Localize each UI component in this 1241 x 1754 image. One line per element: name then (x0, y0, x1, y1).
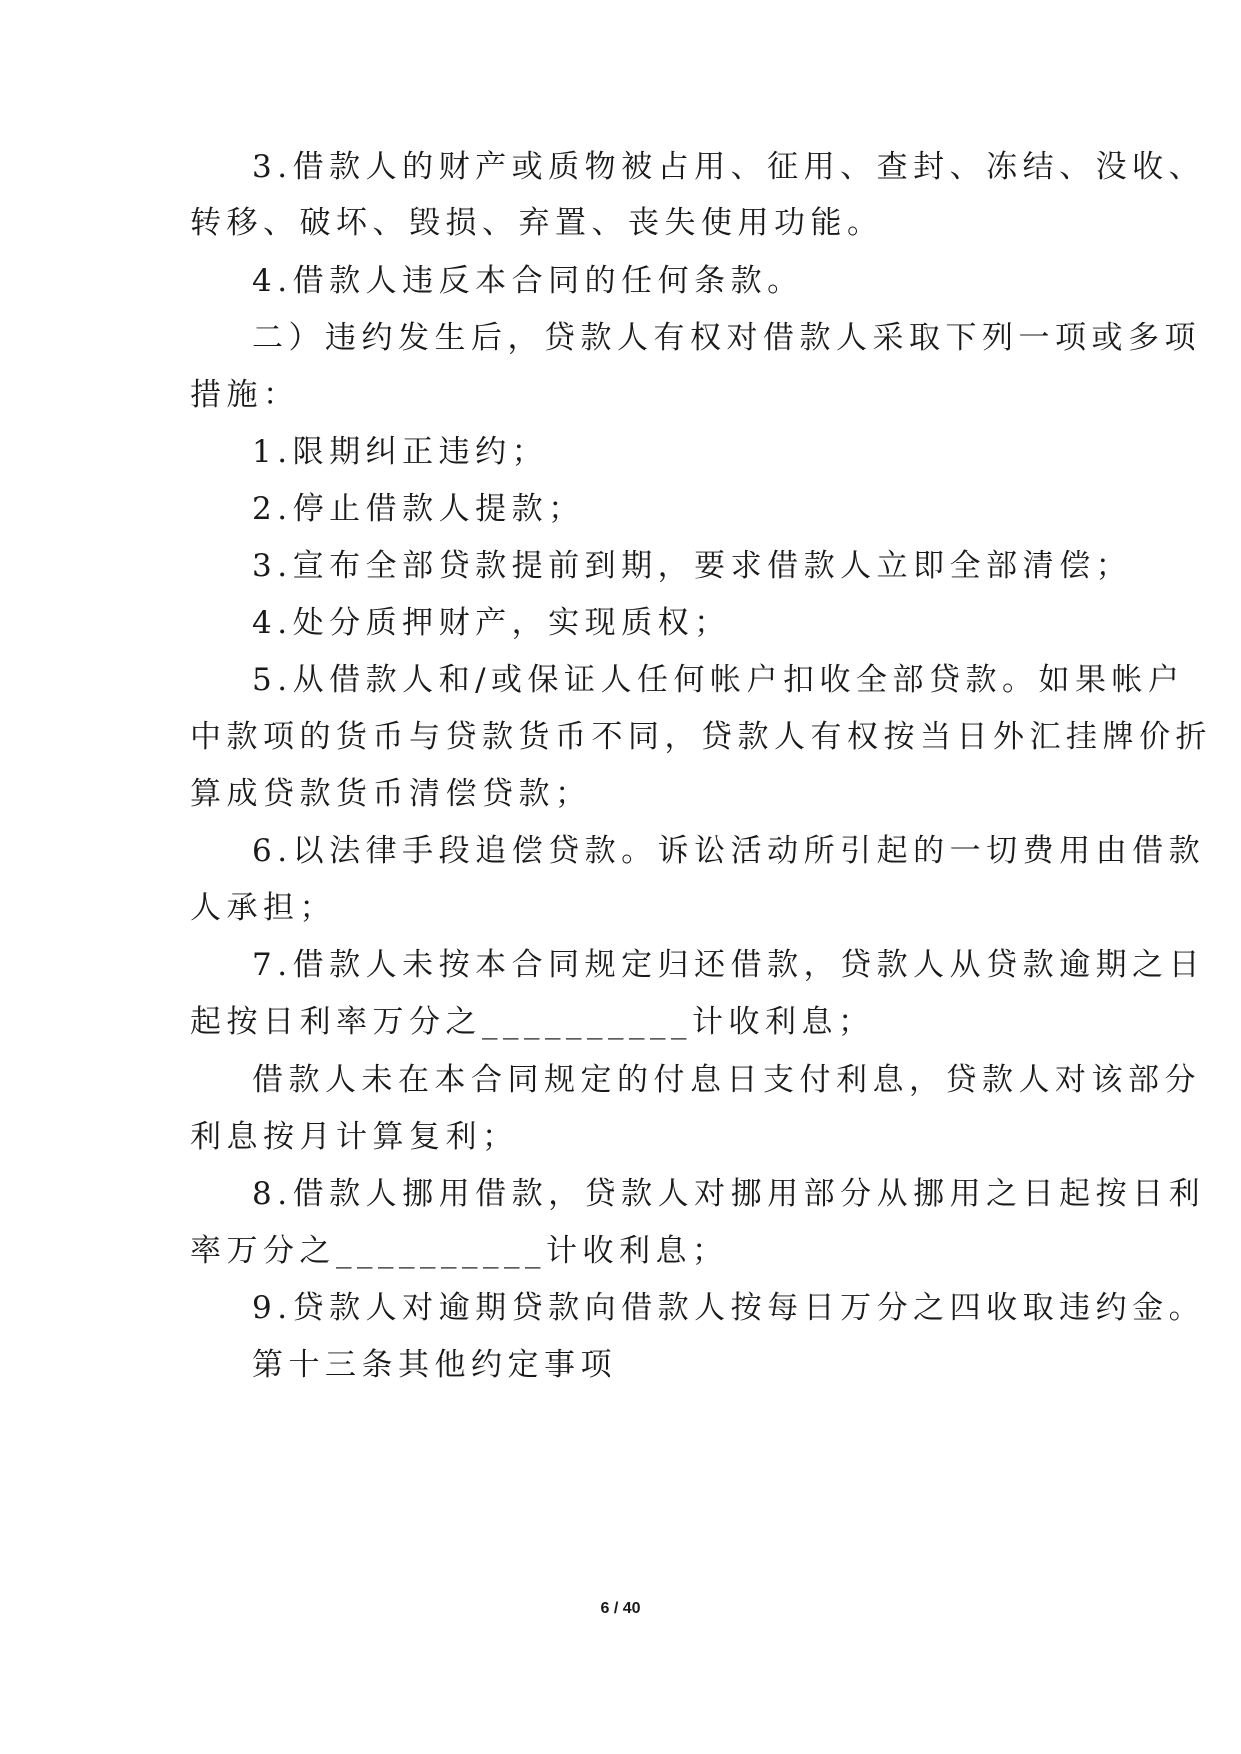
paragraph-line: 借款人未在本合同规定的付息日支付利息，贷款人对该部分 (252, 1062, 1201, 1098)
paragraph-line: 3.借款人的财产或质物被占用、征用、查封、冻结、没收、 (252, 149, 1206, 185)
page-number: 6 / 40 (600, 1600, 641, 1617)
paragraph-line: 二）违约发生后，贷款人有权对借款人采取下列一项或多项 (252, 320, 1201, 356)
paragraph-line: 9.贷款人对逾期贷款向借款人按每日万分之四收取违约金。 (252, 1290, 1206, 1326)
paragraph-line: 措施： (190, 377, 300, 413)
paragraph-line: 率万分之__________计收利息； (190, 1233, 729, 1269)
paragraph-line: 2.停止借款人提款； (252, 491, 585, 527)
paragraph-line: 转移、破坏、毁损、弃置、丧失使用功能。 (190, 205, 884, 241)
paragraph-line: 起按日利率万分之__________计收利息； (190, 1004, 875, 1040)
paragraph-line: 1.限期纠正违约； (252, 434, 549, 470)
paragraph-line: 8.借款人挪用借款，贷款人对挪用部分从挪用之日起按日利 (252, 1176, 1206, 1212)
paragraph-line: 人承担； (190, 890, 336, 926)
paragraph-line: 7.借款人未按本合同规定归还借款，贷款人从贷款逾期之日 (252, 947, 1206, 983)
section-heading: 第十三条其他约定事项 (252, 1347, 617, 1383)
paragraph-line: 中款项的货币与贷款货币不同，贷款人有权按当日外汇挂牌价折 (190, 719, 1212, 755)
paragraph-line: 3.宣布全部贷款提前到期，要求借款人立即全部清偿； (252, 548, 1133, 584)
paragraph-line: 4.借款人违反本合同的任何条款。 (252, 263, 804, 299)
paragraph-line: 5.从借款人和/或保证人任何帐户扣收全部贷款。如果帐户 (252, 662, 1185, 698)
paragraph-line: 6.以法律手段追偿贷款。诉讼活动所引起的一切费用由借款 (252, 833, 1206, 869)
paragraph-line: 利息按月计算复利； (190, 1119, 519, 1155)
paragraph-line: 算成贷款货币清偿贷款； (190, 776, 592, 812)
paragraph-line: 4.处分质押财产，实现质权； (252, 605, 731, 641)
